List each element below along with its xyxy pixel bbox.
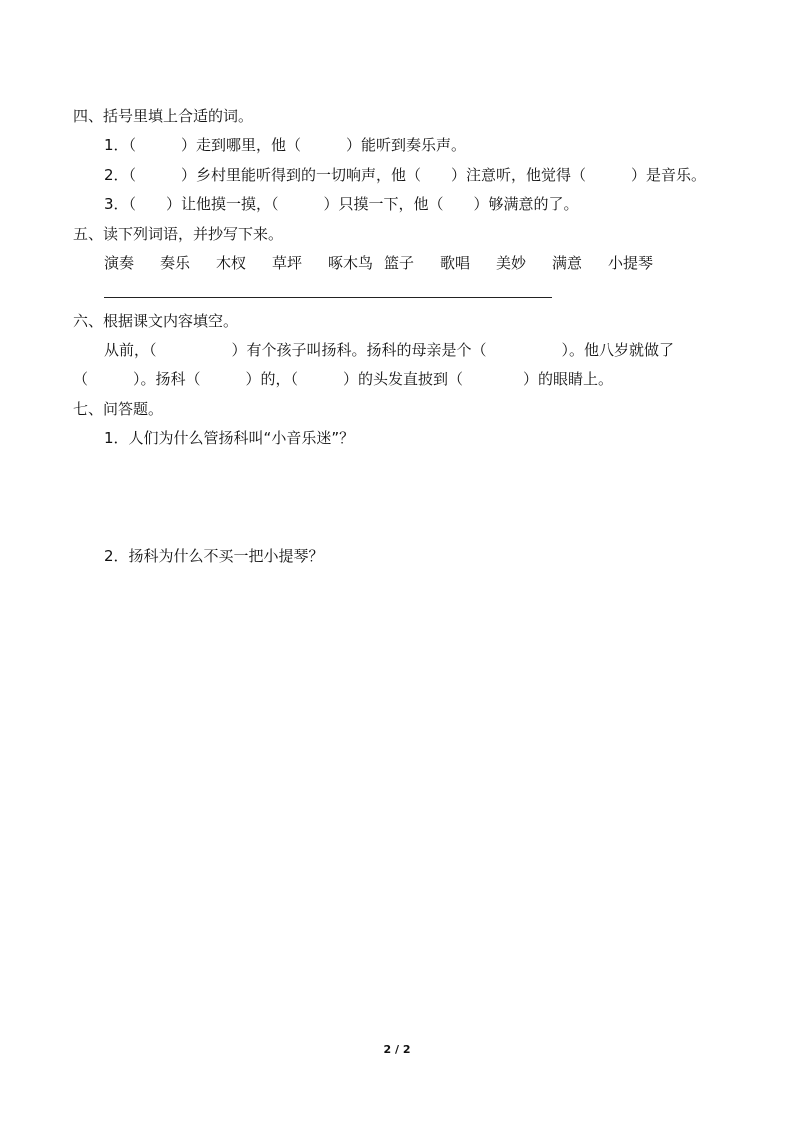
word-item: 演奏: [104, 254, 135, 272]
question-1: 1．人们为什么管扬科叫“小音乐迷”？: [104, 429, 355, 447]
word-item: 草坪: [272, 254, 303, 272]
section-7-title: 七、问答题。: [73, 400, 164, 418]
section-4-item-3: 3．（ ）让他摸一摸，（ ）只摸一下，他（ ）够满意的了。: [104, 195, 579, 213]
word-item: 奏乐: [160, 254, 191, 272]
section-6-title: 六、根据课文内容填空。: [73, 312, 239, 330]
word-item: 木杈: [216, 254, 247, 272]
section-6-paragraph-line-1: 从前，（ ）有个孩子叫扬科。扬科的母亲是个（ ）。他八岁就做了: [104, 341, 675, 359]
section-5-title: 五、读下列词语，并抄写下来。: [73, 225, 284, 243]
word-item: 满意: [552, 254, 583, 272]
page-number: 2 / 2: [383, 1043, 411, 1056]
word-item: 啄木鸟: [328, 254, 374, 272]
copy-answer-line: [104, 297, 552, 298]
word-item: 歌唱: [440, 254, 471, 272]
section-6-paragraph-line-2: （ ）。扬科（ ）的，（ ）的头发直披到（ ）的眼睛上。: [73, 370, 614, 388]
section-4-item-1: 1．（ ）走到哪里，他（ ）能听到奏乐声。: [104, 136, 467, 154]
word-item: 篮子: [384, 254, 415, 272]
word-item: 小提琴: [608, 254, 654, 272]
word-item: 美妙: [496, 254, 527, 272]
question-2: 2．扬科为什么不买一把小提琴？: [104, 547, 324, 565]
section-4-title: 四、括号里填上合适的词。: [73, 107, 254, 125]
section-4-item-2: 2．（ ）乡村里能听得到的一切响声，他（ ）注意听，他觉得（ ）是音乐。: [104, 166, 707, 184]
